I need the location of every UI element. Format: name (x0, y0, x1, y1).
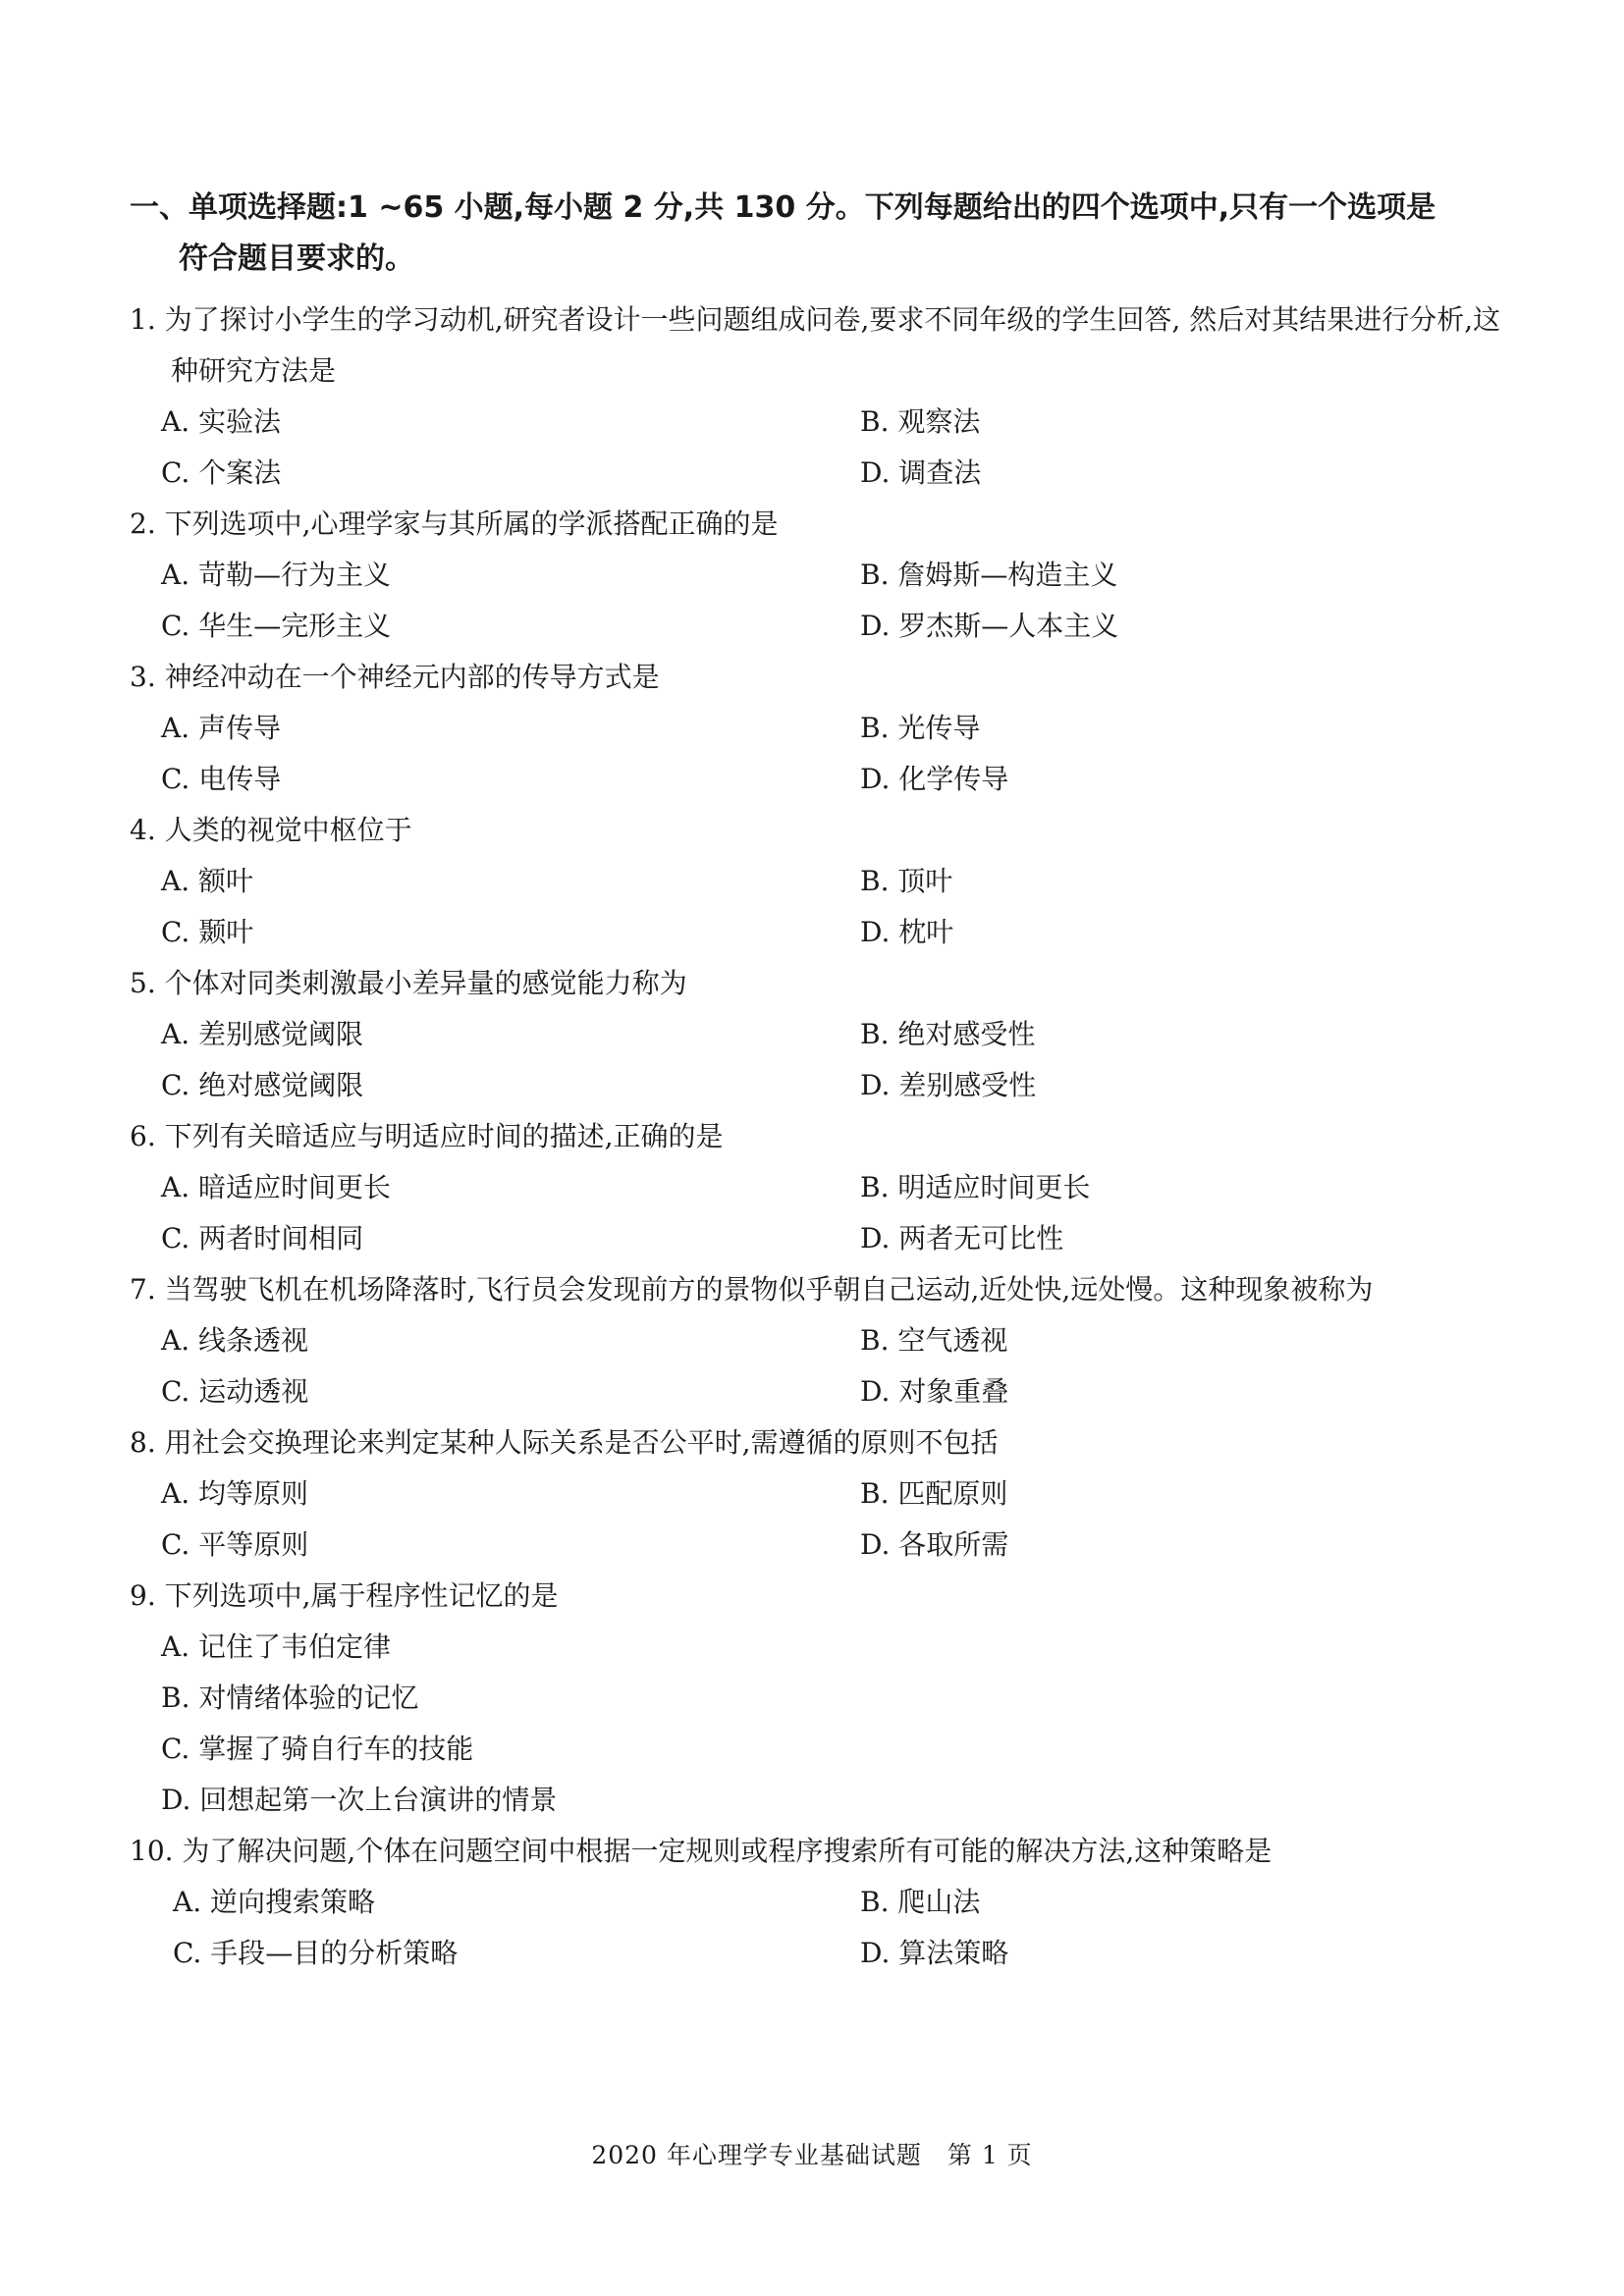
option-c: C. 电传导 (161, 763, 282, 795)
option-a: A. 实验法 (161, 405, 282, 438)
question-stem: 8. 用社会交换理论来判定某种人际关系是否公平时,需遵循的原则不包括 (130, 1426, 999, 1459)
question-options (130, 1468, 1504, 1571)
question-stem: 9. 下列选项中,属于程序性记忆的是 (130, 1579, 559, 1612)
question-options (130, 856, 1504, 958)
question-stem: 2. 下列选项中,心理学家与其所属的学派搭配正确的是 (130, 507, 779, 540)
question-list (130, 294, 1504, 1979)
option-d: D. 回想起第一次上台演讲的情景 (161, 1784, 558, 1816)
question-10 (130, 1826, 1504, 1979)
option-c: C. 平等原则 (161, 1528, 309, 1561)
option-a: A. 声传导 (161, 712, 282, 744)
question-stem: 6. 下列有关暗适应与明适应时间的描述,正确的是 (130, 1120, 724, 1152)
option-a: A. 均等原则 (161, 1477, 309, 1510)
option-c: C. 运动透视 (161, 1375, 309, 1408)
question-1 (130, 294, 1504, 499)
option-b: B. 空气透视 (860, 1324, 1008, 1357)
option-b: B. 绝对感受性 (860, 1018, 1036, 1050)
option-a: A. 额叶 (161, 865, 254, 897)
option-b: B. 明适应时间更长 (860, 1171, 1091, 1203)
question-options (130, 703, 1504, 805)
question-options (130, 1315, 1504, 1417)
question-3 (130, 652, 1504, 805)
question-options (130, 1877, 1504, 1979)
option-c: C. 颞叶 (161, 916, 254, 948)
option-d: D. 罗杰斯—人本主义 (860, 610, 1119, 642)
option-c: C. 手段—目的分析策略 (173, 1937, 459, 1969)
question-stem: 4. 人类的视觉中枢位于 (130, 814, 412, 846)
page-footer: 2020 年心理学专业基础试题 第 1 页 (591, 2141, 1033, 2169)
question-4 (130, 805, 1504, 958)
option-d: D. 化学传导 (860, 763, 1009, 795)
question-options (130, 550, 1504, 652)
option-a: A. 差别感觉阈限 (161, 1018, 364, 1050)
option-a: A. 逆向搜索策略 (173, 1886, 376, 1918)
option-d: D. 对象重叠 (860, 1375, 1009, 1408)
option-b: B. 顶叶 (860, 865, 953, 897)
option-c: C. 绝对感觉阈限 (161, 1069, 364, 1101)
option-a: A. 记住了韦伯定律 (161, 1630, 392, 1663)
question-stem: 1. 为了探讨小学生的学习动机,研究者设计一些问题组成问卷,要求不同年级的学生回答, 然后对其结果进行分析,这种研究方法是 (130, 303, 1501, 387)
question-options (130, 1162, 1504, 1264)
option-d: D. 枕叶 (860, 916, 954, 948)
question-options (130, 1009, 1504, 1111)
section-heading-line1: 一、单项选择题:1 ~65 小题,每小题 2 分,共 130 分。下列每题给出的四个选项中,只有一个选项是 (130, 190, 1436, 225)
question-6 (130, 1111, 1504, 1264)
option-b: B. 匹配原则 (860, 1477, 1008, 1510)
question-7 (130, 1264, 1504, 1417)
option-a: A. 线条透视 (161, 1324, 309, 1357)
question-options (130, 1622, 1504, 1826)
option-a: A. 暗适应时间更长 (161, 1171, 392, 1203)
question-stem: 10. 为了解决问题,个体在问题空间中根据一定规则或程序搜索所有可能的解决方法,这种策略是 (130, 1835, 1272, 1867)
option-d: D. 差别感受性 (860, 1069, 1037, 1101)
question-stem: 3. 神经冲动在一个神经元内部的传导方式是 (130, 661, 660, 693)
section-heading (130, 183, 1504, 285)
option-d: D. 各取所需 (860, 1528, 1009, 1561)
option-c: C. 掌握了骑自行车的技能 (161, 1733, 474, 1765)
option-b: B. 爬山法 (860, 1886, 981, 1918)
question-2 (130, 499, 1504, 652)
question-stem: 5. 个体对同类刺激最小差异量的感觉能力称为 (130, 967, 687, 999)
option-c: C. 个案法 (161, 456, 282, 489)
question-8 (130, 1417, 1504, 1571)
question-5 (130, 958, 1504, 1111)
option-b: B. 观察法 (860, 405, 981, 438)
option-a: A. 苛勒—行为主义 (161, 559, 392, 591)
question-stem: 7. 当驾驶飞机在机场降落时,飞行员会发现前方的景物似乎朝自己运动,近处快,远处慢。这种现象被称为 (130, 1273, 1374, 1306)
option-d: D. 调查法 (860, 456, 982, 489)
section-heading-line2: 符合题目要求的。 (179, 241, 414, 276)
option-b: B. 詹姆斯—构造主义 (860, 559, 1118, 591)
question-options (130, 397, 1504, 499)
option-b: B. 光传导 (860, 712, 981, 744)
option-c: C. 两者时间相同 (161, 1222, 364, 1255)
question-9 (130, 1571, 1504, 1826)
option-b: B. 对情绪体验的记忆 (161, 1682, 419, 1714)
option-c: C. 华生—完形主义 (161, 610, 392, 642)
option-d: D. 两者无可比性 (860, 1222, 1064, 1255)
option-d: D. 算法策略 (860, 1937, 1009, 1969)
